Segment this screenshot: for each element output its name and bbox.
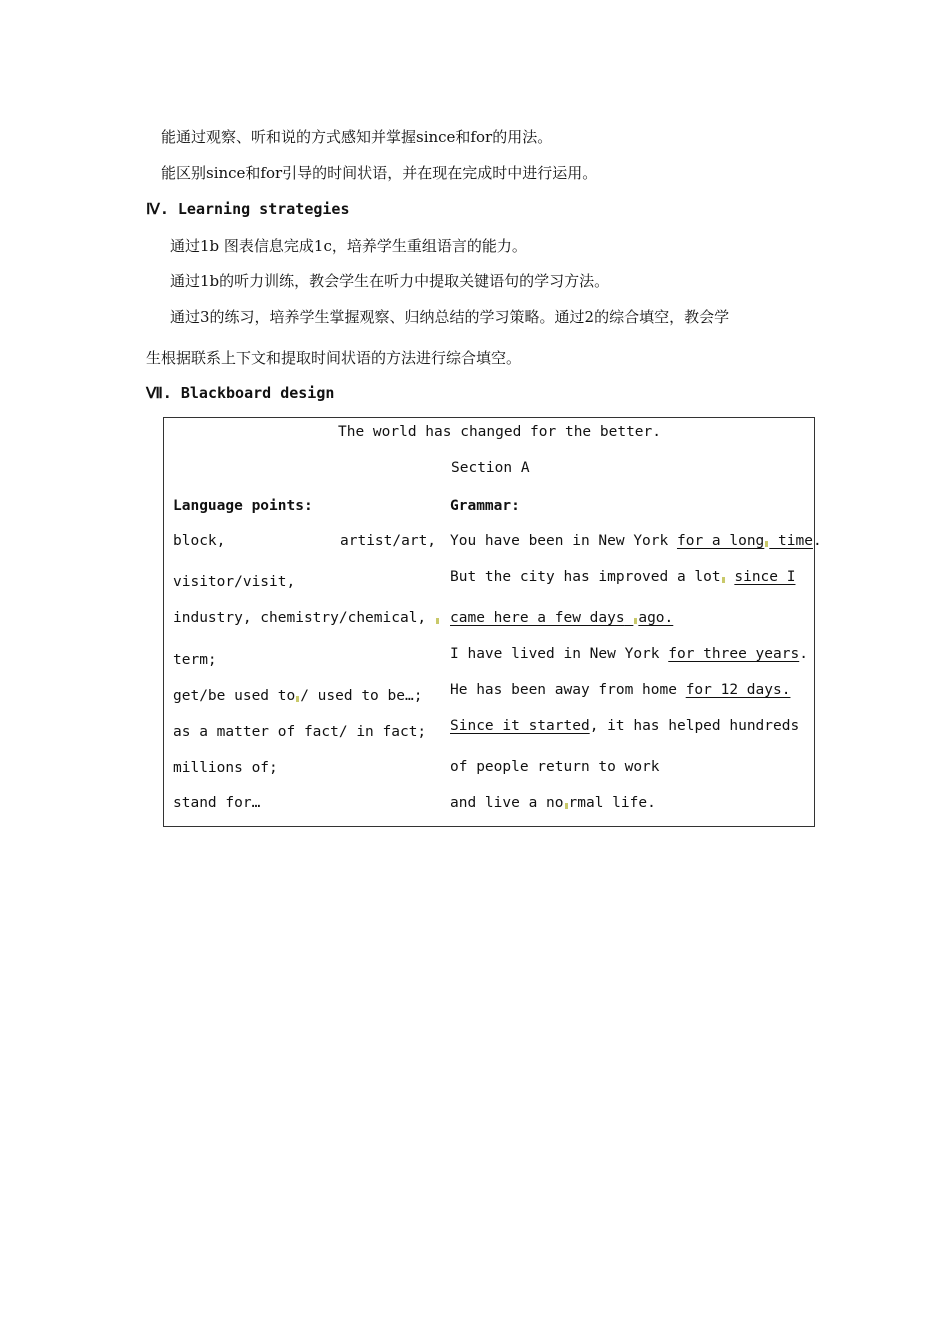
language-point-item: term; <box>173 652 217 668</box>
edit-mark <box>722 577 725 583</box>
language-point-text: get/be used to <box>173 688 296 704</box>
grammar-text: I have lived in New York <box>450 646 669 662</box>
edit-mark <box>565 803 568 809</box>
strategy-line-3: 通过3的练习，培养学生掌握观察、归纳总结的学习策略。通过2的综合填空，教会学 <box>170 308 730 326</box>
language-point-item: visitor/visit, <box>173 574 296 590</box>
grammar-text: But the city has improved a lot <box>450 569 721 585</box>
edit-mark <box>765 541 768 547</box>
grammar-text: He has been away from home <box>450 682 686 698</box>
grammar-header: Grammar: <box>450 498 520 514</box>
grammar-text: and live a no <box>450 795 564 811</box>
board-title: The world has changed for the better. <box>338 424 662 440</box>
grammar-underline: for three years <box>668 646 800 662</box>
blackboard-design-box <box>163 417 822 827</box>
grammar-line-8 <box>450 794 656 812</box>
language-points-header: Language points: <box>173 498 313 514</box>
grammar-text: . <box>812 533 822 549</box>
grammar-line-6 <box>450 717 799 735</box>
strategy-line-4: 生根据联系上下文和提取时间状语的方法进行综合填空。 <box>146 349 522 367</box>
language-point-item: as a matter of fact/ in fact; <box>173 724 427 740</box>
grammar-line-4 <box>450 645 808 663</box>
language-point-item: millions of; <box>173 760 278 776</box>
grammar-line-2 <box>450 568 795 586</box>
language-point-item <box>173 609 440 627</box>
grammar-underline: since I <box>734 569 796 585</box>
language-point-text: / used to be…; <box>300 688 423 704</box>
section-heading-learning-strategies: Ⅳ. Learning strategies <box>146 200 350 218</box>
language-point-item: block, <box>173 533 226 549</box>
grammar-underline: came here a few days <box>450 610 625 626</box>
grammar-underline: for a long <box>676 533 765 549</box>
grammar-text: You have been in New York <box>450 533 677 549</box>
strategy-line-2: 通过1b的听力训练，教会学生在听力中提取关键语句的学习方法。 <box>170 272 610 290</box>
language-point-text: industry, chemistry/chemical, <box>173 610 427 626</box>
grammar-line-1 <box>450 532 822 550</box>
grammar-text: rmal life. <box>568 795 656 811</box>
grammar-line-7: of people return to work <box>450 759 660 775</box>
objective-line-2: 能区别since和for引导的时间状语，并在现在完成时中进行运用。 <box>161 164 598 182</box>
strategy-line-1: 通过1b 图表信息完成1c，培养学生重组语言的能力。 <box>170 237 527 255</box>
grammar-line-3 <box>450 609 673 627</box>
objective-line-1: 能通过观察、听和说的方式感知并掌握since和for的用法。 <box>161 128 553 146</box>
language-point-item: artist/art, <box>340 533 437 549</box>
grammar-underline: for 12 days. <box>685 682 791 698</box>
grammar-underline: Since it started <box>450 718 590 734</box>
language-point-item: stand for… <box>173 795 261 811</box>
grammar-line-5 <box>450 681 790 699</box>
language-point-item <box>173 687 422 705</box>
grammar-text: , it has helped hundreds <box>589 718 800 734</box>
edit-mark <box>634 618 637 624</box>
grammar-text: . <box>799 646 808 662</box>
section-heading-blackboard-design: Ⅶ. Blackboard design <box>146 384 335 402</box>
board-subtitle: Section A <box>451 460 530 476</box>
grammar-underline: ago. <box>638 610 674 626</box>
edit-mark <box>436 618 439 624</box>
edit-mark <box>296 696 299 702</box>
grammar-underline: time <box>769 533 813 549</box>
